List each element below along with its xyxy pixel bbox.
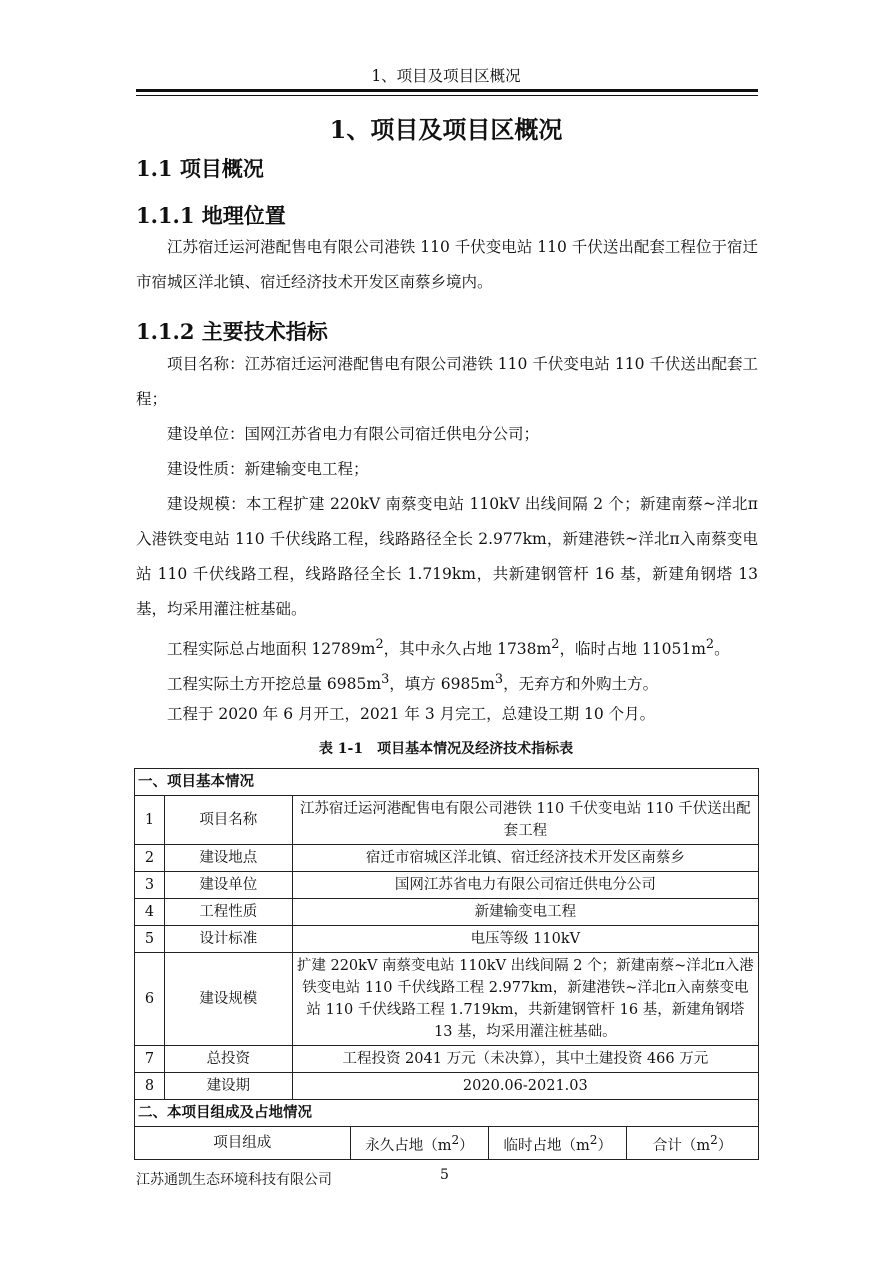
row-number: 5 — [135, 926, 165, 953]
row-number: 8 — [135, 1073, 165, 1100]
table-section-row — [135, 769, 759, 796]
row-value: 江苏宿迁运河港配售电有限公司港铁 110 千伏变电站 110 千伏送出配套工程 — [292, 796, 758, 845]
row-label: 建设地点 — [164, 845, 292, 872]
construction-nature-paragraph: 建设性质：新建输变电工程； — [167, 460, 369, 478]
table-row — [135, 953, 759, 1046]
table-caption: 表 1-1 项目基本情况及经济技术指标表 — [318, 741, 574, 757]
row-number: 6 — [135, 953, 165, 1046]
location-paragraph: 江苏宿迁运河港配售电有限公司港铁 110 千伏变电站 110 千伏送出配套工程位于宿迁市宿城区洋北镇、宿迁经济技术开发区南蔡乡境内。 — [136, 238, 758, 291]
table-row — [135, 872, 759, 899]
col-header-composition: 项目组成 — [135, 1127, 351, 1160]
row-value: 新建输变电工程 — [292, 899, 758, 926]
page-number: 5 — [440, 1167, 449, 1183]
header-rule-thick — [136, 89, 758, 92]
row-number: 1 — [135, 796, 165, 845]
table-row — [135, 796, 759, 845]
running-header: 1、项目及项目区概况 — [371, 67, 521, 85]
row-number: 3 — [135, 872, 165, 899]
row-value: 国网江苏省电力有限公司宿迁供电分公司 — [292, 872, 758, 899]
row-number: 7 — [135, 1046, 165, 1073]
row-label: 总投资 — [164, 1046, 292, 1073]
row-label: 设计标准 — [164, 926, 292, 953]
row-label: 建设单位 — [164, 872, 292, 899]
construction-scale-paragraph: 建设规模：本工程扩建 220kV 南蔡变电站 110kV 出线间隔 2 个；新建南蔡~洋北π入港铁变电站 110 千伏线路工程，线路路径全长 2.977km，新建港铁~洋北π入南蔡变电站 110 千伏线路工程，线路路径全长 1.719km，共新建钢管杆 16 基，新建角钢塔 13 基，均采用灌注桩基础。 — [136, 495, 758, 618]
footer-company: 江苏通凯生态环境科技有限公司 — [136, 1172, 332, 1188]
header-rule-thin — [136, 95, 758, 96]
table-section-row — [135, 1100, 759, 1127]
section-heading-1-1-2: 1.1.2 主要技术指标 — [136, 319, 328, 344]
construction-unit-paragraph: 建设单位：国网江苏省电力有限公司宿迁供电分公司； — [167, 425, 540, 443]
table-row — [135, 1046, 759, 1073]
section-heading-1-1-1: 1.1.1 地理位置 — [136, 203, 286, 228]
occupancy-header-row — [135, 1127, 759, 1160]
area-paragraph: 工程实际总占地面积 $12789m^2$，其中永久占地 $1738m^2$，临时占地 $11051m^2$。 — [167, 637, 730, 659]
table-row — [135, 926, 759, 953]
earthwork-paragraph: 工程实际土方开挖总量 $6985m^3$，填方 $6985m^3$，无弃方和外购土方。 — [167, 672, 659, 694]
schedule-paragraph: 工程于 2020 年 6 月开工，2021 年 3 月完工，总建设工期 10 个月。 — [167, 705, 656, 723]
row-label: 建设期 — [164, 1073, 292, 1100]
row-value: 2020.06-2021.03 — [292, 1073, 758, 1100]
table-section-title: 二、本项目组成及占地情况 — [135, 1100, 759, 1127]
row-label: 工程性质 — [164, 899, 292, 926]
row-value: 电压等级 110kV — [292, 926, 758, 953]
row-value: 工程投资 2041 万元（未决算），其中土建投资 466 万元 — [292, 1046, 758, 1073]
project-info-table — [134, 768, 759, 1160]
row-label: 项目名称 — [164, 796, 292, 845]
table-row — [135, 899, 759, 926]
row-label: 建设规模 — [164, 953, 292, 1046]
section-heading-1-1: 1.1 项目概况 — [136, 156, 264, 181]
row-value: 扩建 220kV 南蔡变电站 110kV 出线间隔 2 个；新建南蔡~洋北π入港铁变电站 110 千伏线路工程 2.977km，新建港铁~洋北π入南蔡变电站 110 千伏线路工程 1.719km，共新建钢管杆 16 基，新建角钢塔 13 基，均采用灌注桩基础。 — [292, 953, 758, 1046]
col-header-total: 合计$(m^2)$ — [627, 1127, 759, 1160]
project-name-paragraph: 项目名称：江苏宿迁运河港配售电有限公司港铁 110 千伏变电站 110 千伏送出配套工程； — [136, 355, 758, 408]
col-header-temporary: 临时占地$(m^2)$ — [489, 1127, 627, 1160]
col-header-permanent: 永久占地$(m^2)$ — [350, 1127, 489, 1160]
row-value: 宿迁市宿城区洋北镇、宿迁经济技术开发区南蔡乡 — [292, 845, 758, 872]
table-row — [135, 1073, 759, 1100]
row-number: 4 — [135, 899, 165, 926]
table-section-title: 一、项目基本情况 — [135, 769, 759, 796]
chapter-title: 1、项目及项目区概况 — [329, 115, 563, 144]
table-row — [135, 845, 759, 872]
row-number: 2 — [135, 845, 165, 872]
